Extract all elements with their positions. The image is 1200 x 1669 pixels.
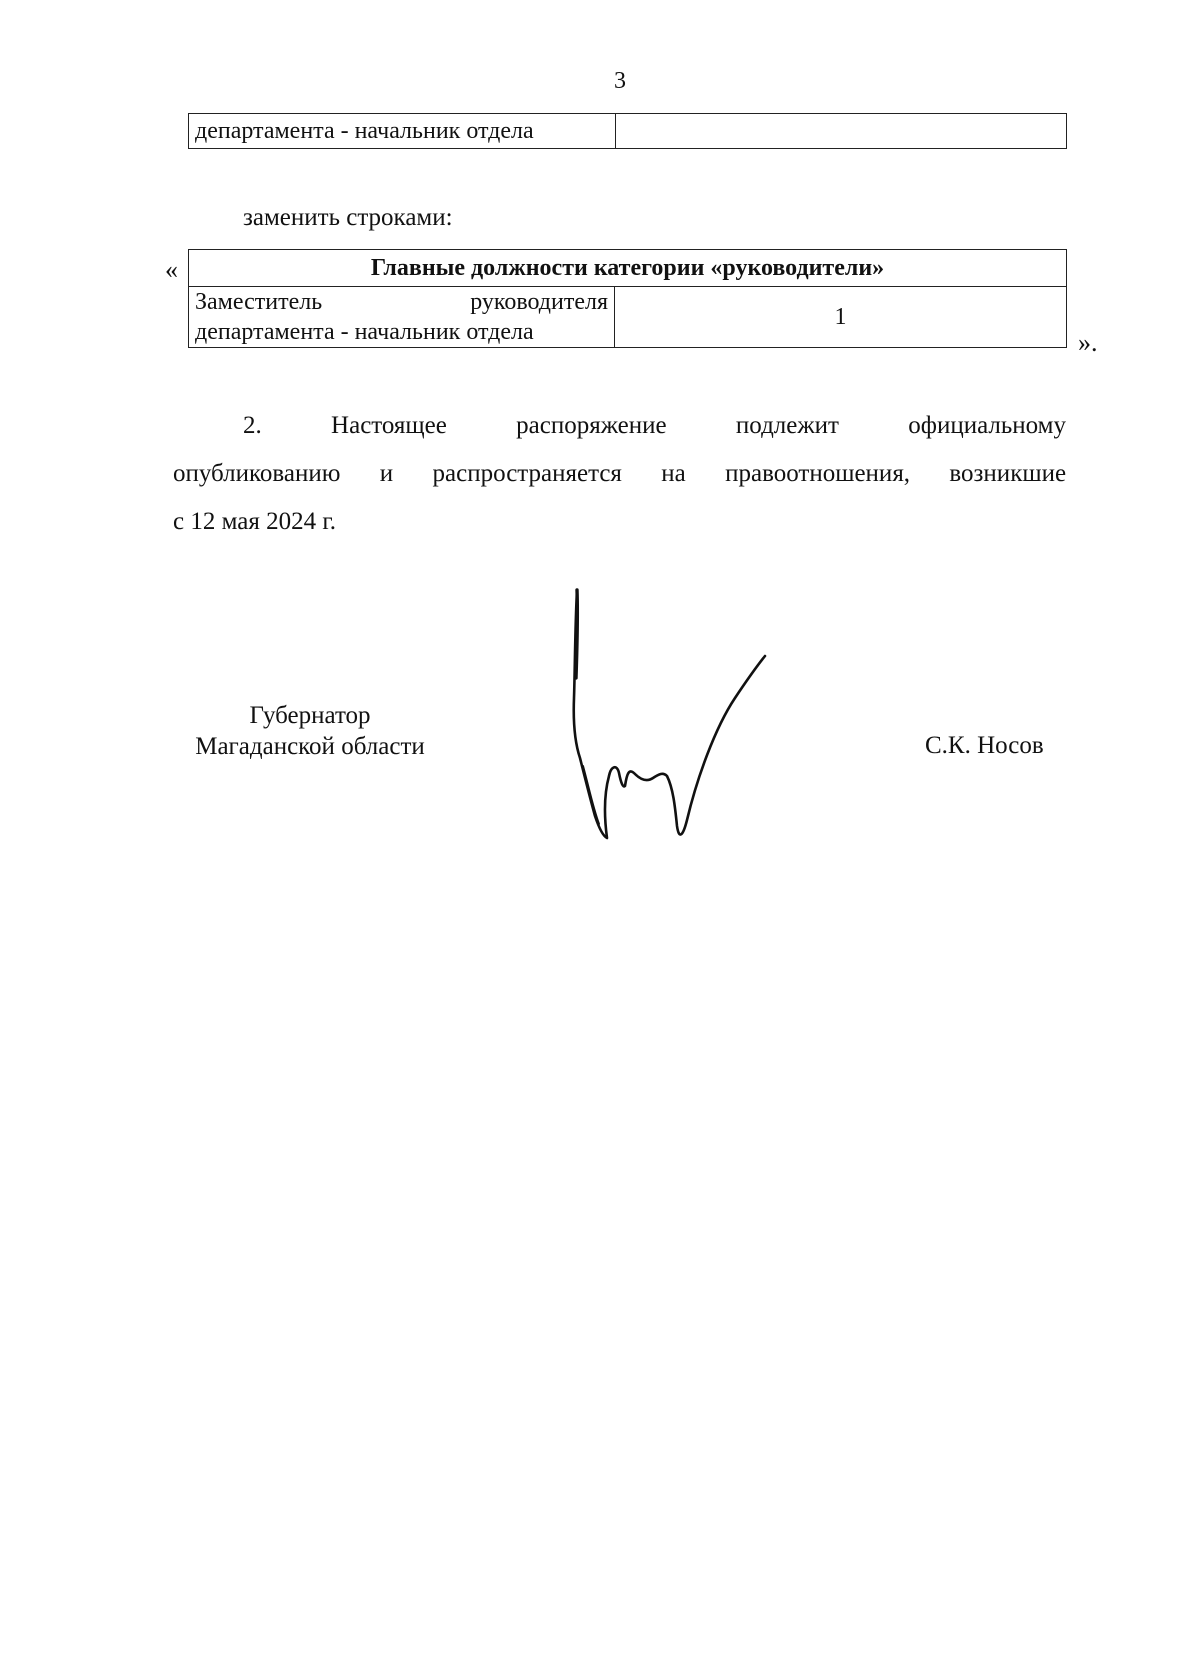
word: официальному [908, 412, 1067, 439]
word: правоотношения, [725, 460, 911, 487]
word: распространяется [432, 460, 622, 487]
word: распоряжение [516, 412, 667, 439]
word: на [661, 460, 686, 487]
paragraph-line-1 [173, 402, 1066, 450]
old-table [188, 113, 1067, 149]
position-line-2: департамента - начальник отдела [195, 319, 534, 345]
word: Настоящее [331, 412, 447, 439]
word: и [379, 460, 394, 487]
new-table [188, 249, 1067, 348]
count-cell [616, 114, 1067, 149]
page-number: 3 [614, 68, 626, 94]
table-row [189, 287, 1067, 348]
position-cell [189, 287, 615, 348]
position-cell: департамента - начальник отдела [189, 114, 616, 149]
paragraph-line-2 [173, 450, 1066, 498]
signer-title [170, 700, 450, 762]
count-cell: 1 [615, 287, 1067, 348]
signer-title-line-2: Магаданской области [195, 733, 425, 760]
closing-quote: ». [1078, 328, 1098, 357]
signer-name: С.К. Носов [925, 732, 1044, 759]
position-word-left: Заместитель [195, 289, 323, 315]
paragraph-2 [173, 402, 1066, 546]
handwritten-signature [565, 588, 795, 843]
position-word-right: руководителя [470, 289, 608, 315]
signer-title-line-1: Губернатор [249, 702, 371, 729]
paragraph-line-3: с 12 мая 2024 г. [173, 508, 337, 535]
position-line-1 [195, 287, 608, 317]
table-row [189, 114, 1067, 149]
word: 2. [243, 412, 262, 439]
word: опубликованию [173, 460, 341, 487]
table-heading-row [189, 250, 1067, 287]
word: подлежит [735, 412, 839, 439]
opening-quote: « [165, 255, 178, 284]
table-heading: Главные должности категории «руководители» [189, 250, 1067, 287]
word: возникшие [949, 460, 1067, 487]
replace-instruction: заменить строками: [243, 204, 453, 231]
